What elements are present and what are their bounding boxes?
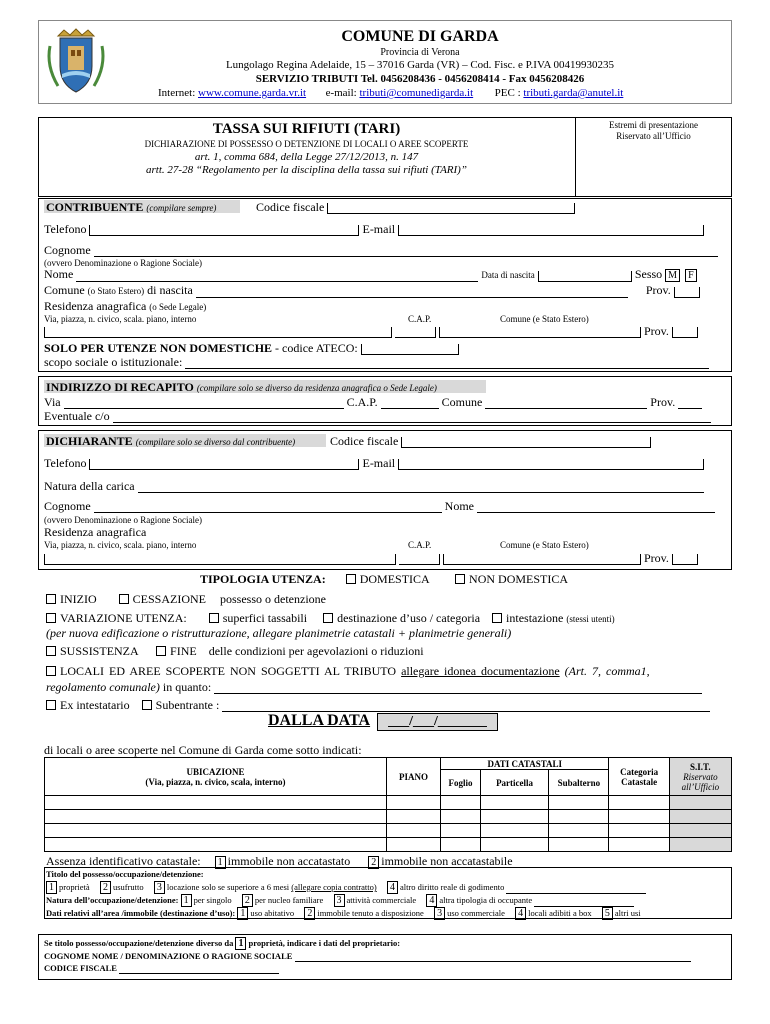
cap-label: C.A.P. [408,314,432,324]
dichiarante-cf-label: Codice fiscale [330,434,399,448]
superfici-label: superfici tassabili [222,611,308,625]
in-quanto-label: in quanto: [162,680,212,694]
eventuale-row [44,409,711,423]
locali-aree-checkbox[interactable] [46,666,56,676]
dalla-data-label: DALLA DATA [268,712,371,729]
tipologia-label: TIPOLOGIA UTENZA: [200,572,326,586]
nome-row [44,267,699,282]
telefono-field[interactable] [89,225,359,236]
tari-subtitle: DICHIARAZIONE DI POSSESSO O DETENZIONE DI LOCALI O AREE SCOPERTE [144,139,469,149]
stessi-utenti-label: (stessi utenti) [566,614,615,624]
ateco-row [44,341,459,355]
locali-table [44,757,732,852]
titolo-r1-1-label: proprietà [59,882,90,892]
law-reference-1: art. 1, comma 684, della Legge 27/12/2013, n. 147 [194,151,419,163]
titolo-r3-4-box[interactable]: 4 [515,907,526,920]
telefono-label: Telefono [44,222,87,236]
dichiarante-nome-label: Nome [444,499,474,513]
sit-header [669,758,731,796]
email-link[interactable]: tributi@comunedigarda.it [359,87,474,99]
non-domestica-label: NON DOMESTICA [469,572,569,586]
dichiarante-telefono-label: Telefono [44,456,87,470]
assenza-option-2-box[interactable]: 2 [368,856,379,869]
ateco-label: - codice ATECO: [275,341,358,355]
dichiarante-via-label: Via, piazza, n. civico, scala. piano, interno [44,540,197,550]
sede-legale-label: (o Sede Legale) [149,302,207,312]
dichiarante-indirizzo-row [44,551,698,565]
header-contacts [158,86,623,100]
titolo-r2-2-label: per nucleo familiare [254,895,324,905]
variazione-row [46,611,615,626]
subentrante-field[interactable] [222,701,710,712]
dichiarante-email-label: E-mail [362,456,396,470]
prov-nascita-field[interactable] [674,287,700,298]
dichiarante-cognome-row [44,499,715,513]
sussistenza-label: SUSSISTENZA [60,644,139,658]
recapito-label: INDIRIZZO DI RECAPITO [46,380,194,394]
piano-header: PIANO [386,758,440,796]
recapito-title [46,380,437,395]
dalla-data-field[interactable]: ___/___/_______ [377,713,498,731]
proprietario-row-3 [44,962,279,974]
titolo-r3-2-label: immobile tenuto a disposizione [317,908,424,918]
cognome-hint: (ovvero Denominazione o Ragione Sociale) [44,258,202,268]
dichiarante-cf-row [330,434,651,448]
titolo-r1-3-box[interactable]: 3 [154,881,165,894]
header-address: Lungolago Regina Adelaide, 15 – 37016 Garda (VR) – Cod. Fisc. e P.IVA 00419930235 [225,59,615,71]
delle-condizioni-label: delle condizioni per agevolazioni o riduzioni [208,644,424,658]
ateco-field[interactable] [361,344,459,355]
dichiarante-via-field[interactable] [44,554,396,565]
website-link[interactable]: www.comune.garda.vr.it [198,87,307,99]
regolamento-label: regolamento comunale) [46,680,160,694]
titolo-r3-2-box[interactable]: 2 [304,907,315,920]
dichiarante-prov-field[interactable] [672,554,698,565]
inizio-label: INIZIO [60,592,97,606]
estremi-label: Estremi di presentazione [609,120,698,130]
recapito-comune-field[interactable] [485,398,647,409]
titolo-r3-5-box[interactable]: 5 [602,907,613,920]
destinazione-checkbox[interactable] [323,613,333,623]
dichiarante-cap-label: C.A.P. [408,540,432,550]
titolo-r3-4-label: locali adibiti a box [528,908,592,918]
dichiarante-telefono-field[interactable] [89,459,359,470]
recapito-prov-label: Prov. [650,395,676,409]
titolo-r1-2-label: usufrutto [112,882,144,892]
proprietario-intro-b: proprietà, indicare i dati del proprietario: [248,938,401,948]
data-nascita-field[interactable] [538,271,632,282]
assenza-label: Assenza identificativo catastale: [46,854,201,868]
dichiarante-comune-field[interactable] [443,554,641,565]
data-nascita-label: Data di nascita [481,270,535,280]
internet-label: Internet: [158,87,196,99]
prov-label-2: Prov. [644,324,669,338]
solo-per-label: SOLO PER UTENZE NON DOMESTICHE [44,341,273,355]
recapito-comune-label: Comune [441,395,483,409]
dichiarante-prov-label: Prov. [644,551,669,565]
cessazione-checkbox[interactable] [119,594,129,604]
sussistenza-checkbox[interactable] [46,646,56,656]
assenza-option-2-label: immobile non accatastabile [381,854,513,868]
allegare-documentazione-label: allegare idonea documentazione [401,664,560,678]
fine-checkbox[interactable] [156,646,166,656]
comune-stato-label: Comune (e Stato Estero) [500,314,589,324]
assenza-option-1-label: immobile non accatastato [227,854,351,868]
proprietario-row-2 [44,950,691,962]
codice-fiscale-row [256,200,575,214]
proprietario-nome-label: COGNOME NOME / DENOMINAZIONE O RAGIONE SOCIALE [44,951,293,961]
inizio-checkbox[interactable] [46,594,56,604]
di-nascita-label: di nascita [147,283,193,297]
email-label: e-mail: [325,87,357,99]
titolo-r3-3-box[interactable]: 3 [434,907,445,920]
ubicazione-title: UBICAZIONE [186,766,245,777]
subalterno-header: Subalterno [549,770,609,796]
sit-riservato: Riservato [683,771,718,782]
proprietario-cf-label: CODICE FISCALE [44,963,117,973]
scopo-field[interactable] [185,358,709,369]
codice-fiscale-label: Codice fiscale [256,200,325,214]
header-servizio: SERVIZIO TRIBUTI Tel. 0456208436 - 0456208414 - Fax 0456208426 [255,73,585,85]
natura-label: Natura della carica [44,479,135,493]
foglio-header: Foglio [441,770,481,796]
codice-fiscale-field[interactable] [327,203,575,214]
contribuente-note: (compilare sempre) [146,203,217,213]
table-row[interactable] [45,838,732,852]
comune-nascita-field[interactable] [196,287,628,298]
natura-row [44,479,704,493]
ex-intestatario-checkbox[interactable] [46,700,56,710]
titolo-r1-2-box[interactable]: 2 [100,881,111,894]
riservato-label: Riservato all’Ufficio [616,131,691,141]
dichiarante-email-field[interactable] [398,459,704,470]
nome-label: Nome [44,267,74,281]
titolo-r1-4-label: altro diritto reale di godimento [399,882,505,892]
locali-aree-label: LOCALI ED AREE SCOPERTE NON SOGGETTI AL TRIBUTO [60,664,397,678]
header-comune: COMUNE DI GARDA [341,28,499,45]
contribuente-row-1 [46,200,216,215]
nuova-edificazione-note: (per nuova edificazione o ristrutturazione, allegare planimetrie catastali + planimetrie generali) [46,626,512,640]
contribuente-label: CONTRIBUENTE [46,200,144,214]
subentrante-checkbox[interactable] [142,700,152,710]
sesso-m-checkbox[interactable]: M [665,269,680,282]
proprietario-nome-field[interactable] [295,953,691,962]
destinazione-label: destinazione d’uso / categoria [337,611,481,625]
non-domestica-checkbox[interactable] [455,574,465,584]
scopo-label: scopo sociale o istituzionale: [44,355,183,369]
intestazione-checkbox[interactable] [492,613,502,623]
email-field[interactable] [398,225,704,236]
domestica-checkbox[interactable] [346,574,356,584]
subentrante-label: Subentrante : [155,698,220,712]
ex-intestatario-label: Ex intestatario [60,698,130,712]
via-field[interactable] [44,327,392,338]
natura-field[interactable] [138,482,704,493]
titolo-row-1 [46,881,646,894]
sesso-label: Sesso [634,267,663,281]
altra-tipologia-field[interactable] [534,898,634,907]
proprietario-ref-box: 1 [235,937,246,950]
titolo-r2-1-box[interactable]: 1 [181,894,192,907]
superfici-checkbox[interactable] [209,613,219,623]
dichiarante-comune-stato-label: Comune (e Stato Estero) [500,540,589,550]
titolo-r2-4-box[interactable]: 4 [426,894,437,907]
titolo-r2-3-box[interactable]: 3 [334,894,345,907]
titolo-heading: Titolo del possesso/occupazione/detenzione: [46,869,204,879]
pec-label: PEC : [494,87,521,99]
comune-nascita-row [44,283,700,298]
dichiarante-note: (compilare solo se diverso dal contribuente) [135,437,296,447]
scopo-row [44,355,709,369]
residenza-label: Residenza anagrafica [44,299,147,313]
dichiarante-residenza-label: Residenza anagrafica [44,525,147,539]
dichiarante-title [46,434,295,449]
intestazione-label: intestazione [506,611,564,625]
dati-relativi-label: Dati relativi all’area /immobile (destinazione d’uso): [46,908,236,918]
categoria-header [609,758,669,796]
table-row[interactable] [45,810,732,824]
titolo-r3-1-box[interactable]: 1 [237,907,248,920]
prov-residenza-field[interactable] [672,327,698,338]
dichiarante-cognome-field[interactable] [94,502,442,513]
titolo-r3-3-label: uso commerciale [447,908,505,918]
titolo-row-2 [46,894,634,907]
dalla-data-row [268,712,498,731]
art7-label: (Art. 7, comma1, [564,664,650,678]
via-label: Via, piazza, n. civico, scala. piano, interno [44,314,197,324]
table-row[interactable] [45,824,732,838]
telefono-row [44,222,704,236]
titolo-r3-1-label: uso abitativo [250,908,295,918]
cap-field[interactable] [395,327,436,338]
dichiarante-cf-field[interactable] [401,437,651,448]
domestica-label: DOMESTICA [359,572,430,586]
titolo-row-3 [46,907,641,920]
locali-aree-row [46,664,650,678]
altro-diritto-field[interactable] [506,885,646,894]
variazione-checkbox[interactable] [46,613,56,623]
natura-occupazione-label: Natura dell’occupazione/detenzione: [46,895,179,905]
dichiarante-cognome-hint: (ovvero Denominazione o Ragione Sociale) [44,515,202,525]
ubicazione-header [45,758,387,796]
indirizzo-row [44,324,698,338]
proprietario-intro-a: Se titolo possesso/occupazione/detenzione diverso da [44,938,234,948]
header-provincia: Provincia di Verona [380,47,460,58]
sesso-f-checkbox[interactable]: F [685,269,697,282]
in-quanto-row [46,680,702,694]
categoria-title: Categoria [620,766,659,777]
eventuale-label: Eventuale c/o [44,409,110,423]
table-row[interactable] [45,796,732,810]
titolo-r1-3-label: locazione solo se superiore a 6 mesi [166,882,290,892]
catastale-title: Catastale [621,776,658,787]
prov-label: Prov. [645,283,671,297]
sit-ufficio: all’Ufficio [681,781,720,792]
titolo-r3-5-label: altri usi [614,908,641,918]
stato-estero-label: (o Stato Estero) [87,286,145,296]
comune-residenza-field[interactable] [439,327,641,338]
eventuale-field[interactable] [113,412,711,423]
cognome-label: Cognome [44,243,91,257]
law-reference-2: artt. 27-28 “Regolamento per la disciplina della tassa sui rifiuti (TARI)” [146,164,467,176]
titolo-r1-1-box[interactable]: 1 [46,881,57,894]
nome-field[interactable] [76,271,478,282]
sussistenza-row [46,644,424,658]
dichiarante-telefono-row [44,456,704,470]
in-quanto-field[interactable] [214,683,702,694]
proprietario-row-1 [44,937,400,950]
dichiarante-cognome-label: Cognome [44,499,91,513]
tipologia-row [200,572,568,586]
recapito-prov-field[interactable] [678,398,702,409]
tari-title: TASSA SUI RIFIUTI (TARI) [212,121,401,137]
recapito-cap-label: C.A.P. [346,395,378,409]
email-label: E-mail [362,222,396,236]
recapito-note: (compilare solo se diverso da residenza anagrafica o Sede Legale) [196,383,437,393]
particella-header: Particella [480,770,548,796]
fine-label: FINE [170,644,197,658]
titolo-r2-1-label: per singolo [193,895,232,905]
recapito-row [44,395,702,409]
dichiarante-label: DICHIARANTE [46,434,133,448]
cessazione-label: CESSAZIONE [132,592,206,606]
allegare-copia-label: (allegare copia contratto) [291,882,377,892]
titolo-r1-4-box[interactable]: 4 [387,881,398,894]
titolo-r2-4-label: altra tipologia di occupante [439,895,533,905]
cognome-row [44,243,718,257]
assenza-option-1-box[interactable]: 1 [215,856,226,869]
sit-title: S.I.T. [690,761,711,772]
titolo-r2-2-box[interactable]: 2 [242,894,253,907]
possesso-label: possesso o detenzione [220,592,326,606]
comune-label: Comune [44,283,85,297]
titolo-r2-3-label: attività commerciale [346,895,417,905]
dichiarante-nome-field[interactable] [477,502,715,513]
intestatario-row [46,698,710,712]
dati-catastali-header: DATI CATASTALI [441,758,609,770]
recapito-via-field[interactable] [64,398,344,409]
comune-crest-logo [44,26,108,100]
ubicazione-subtitle: (Via, piazza, n. civico, scala, interno) [145,776,286,787]
recapito-cap-field[interactable] [381,398,439,409]
proprietario-cf-field[interactable] [119,965,279,974]
variazione-label: VARIAZIONE UTENZA: [60,611,187,625]
locali-intro: di locali o aree scoperte nel Comune di Garda come sotto indicati: [44,743,362,757]
inizio-row [46,592,326,606]
dichiarante-cap-field[interactable] [399,554,440,565]
recapito-via-label: Via [44,395,61,409]
pec-link[interactable]: tributi.garda@anutel.it [523,87,624,99]
